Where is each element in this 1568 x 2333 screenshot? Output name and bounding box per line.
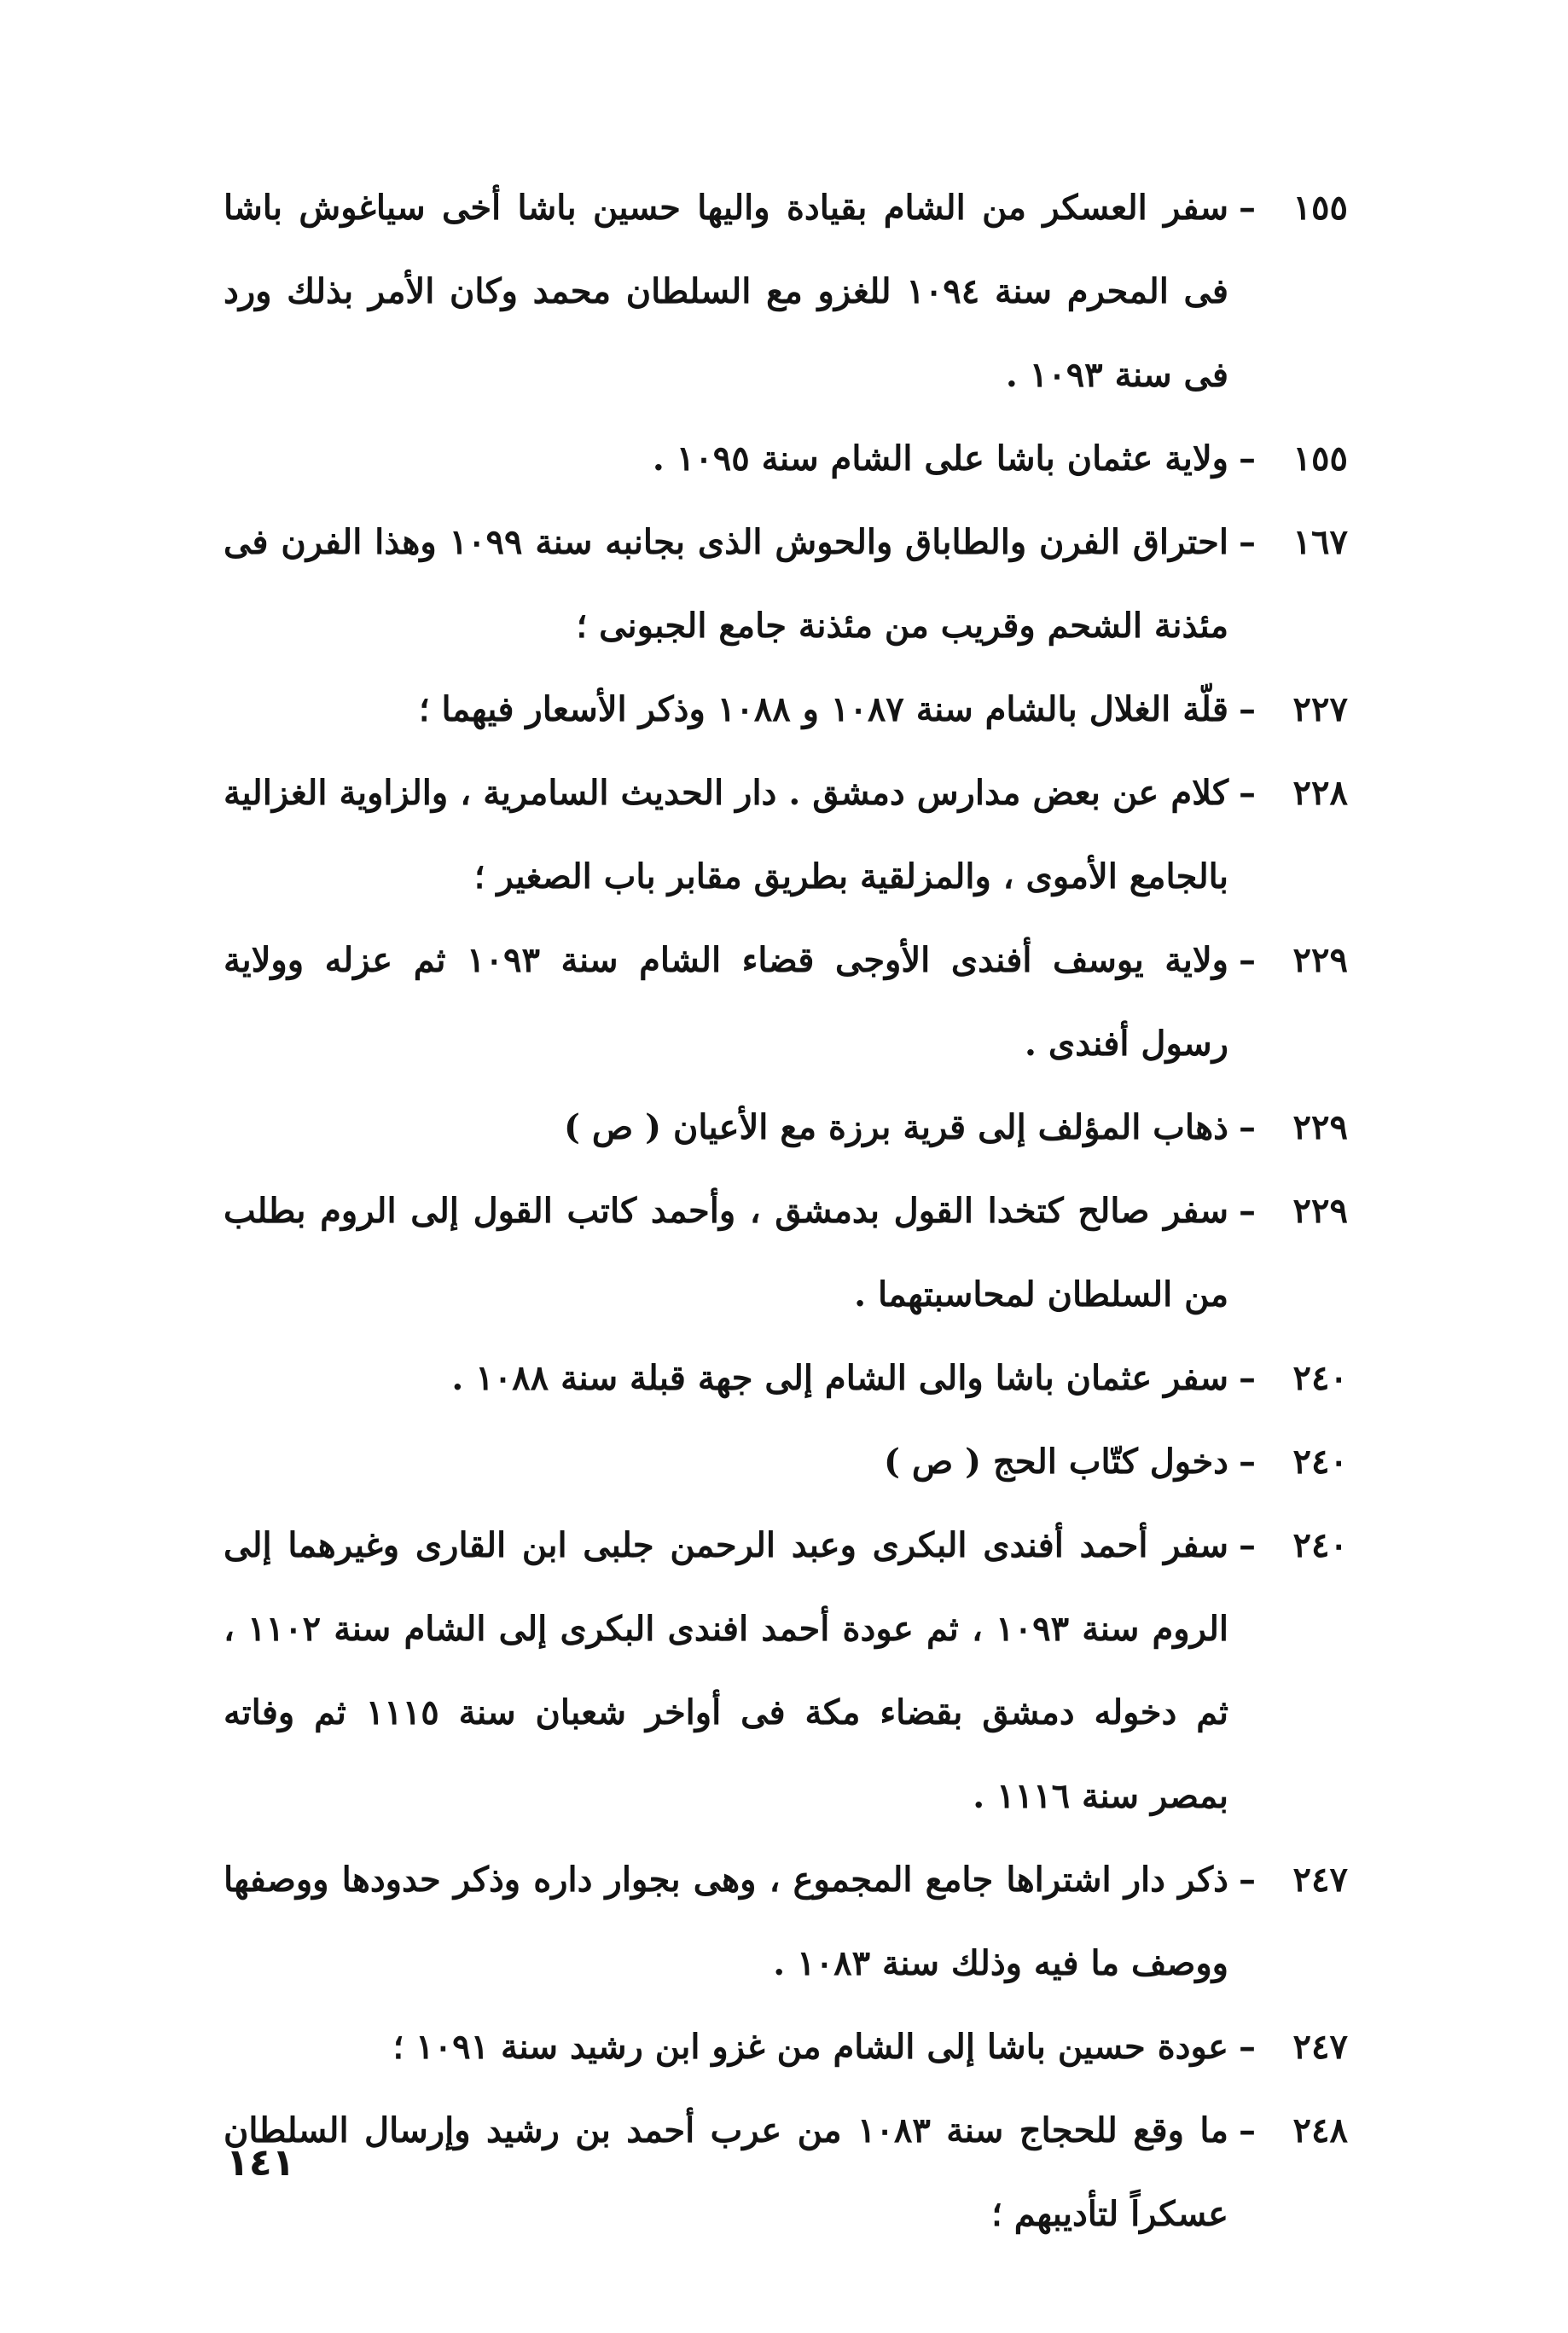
entry-text: ذكر دار اشتراها جامع المجموع ، وهى بجوار داره وذكر حدودها ووصفها ووصف ما فيه وذلك سنة ١٠٨٣ . bbox=[224, 1860, 1228, 1983]
entry-dash: – bbox=[1239, 1442, 1256, 1482]
entry-dash: – bbox=[1239, 689, 1256, 729]
entry-page-number: ٢٤٠ bbox=[1292, 1442, 1348, 1482]
entry-dash: – bbox=[1239, 1358, 1256, 1398]
index-entry bbox=[224, 501, 1348, 668]
entry-page-number: ٢٢٩ bbox=[1292, 940, 1348, 980]
index-entry bbox=[224, 1838, 1348, 2005]
entry-page-number: ١٥٥ bbox=[1292, 188, 1348, 228]
entry-text: كلام عن بعض مدارس دمشق . دار الحديث السامرية ، والزاوية الغزالية بالجامع الأموى ، والمزلقية بطريق مقابر باب الصغير ؛ bbox=[224, 773, 1228, 897]
entry-dash: – bbox=[1239, 940, 1256, 980]
page-number: ١٤١ bbox=[226, 2141, 295, 2185]
entry-page-number: ٢٤٧ bbox=[1292, 2027, 1348, 2067]
index-entry bbox=[224, 1504, 1348, 1838]
index-entry bbox=[224, 417, 1348, 501]
index-entry bbox=[224, 668, 1348, 752]
entry-dash: – bbox=[1239, 2110, 1256, 2150]
entry-dash: – bbox=[1239, 1191, 1256, 1231]
entry-page-number: ٢٤٨ bbox=[1292, 2110, 1348, 2150]
entry-text: عودة حسين باشا إلى الشام من غزو ابن رشيد سنة ١٠٩١ ؛ bbox=[392, 2027, 1228, 2067]
entry-dash: – bbox=[1239, 1107, 1256, 1147]
entry-dash: – bbox=[1239, 1860, 1256, 1900]
index-entries bbox=[224, 166, 1348, 2256]
entry-text: احتراق الفرن والطاباق والحوش الذى بجانبه سنة ١٠٩٩ وهذا الفرن فى مئذنة الشحم وقريب من مئذنة جامع الجبونى ؛ bbox=[224, 522, 1228, 646]
entry-text: سفر أحمد أفندى البكرى وعبد الرحمن جلبى ابن القارى وغيرهما إلى الروم سنة ١٠٩٣ ، ثم عودة أحمد افندى البكرى إلى الشام سنة ١١٠٢ ، ثم دخوله دمشق بقضاء مكة فى أواخر شعبان سنة ١١١٥ ثم وفاته بمصر سنة ١١١٦ . bbox=[224, 1525, 1228, 1816]
entry-text: ما وقع للحجاج سنة ١٠٨٣ من عرب أحمد بن رشيد وإرسال السلطان عسكراً لتأديبهم ؛ bbox=[224, 2110, 1228, 2234]
entry-text: سفر صالح كتخدا القول بدمشق ، وأحمد كاتب القول إلى الروم بطلب من السلطان لمحاسبتهما . bbox=[224, 1191, 1228, 1314]
entry-dash: – bbox=[1239, 438, 1256, 479]
entry-text: ولاية يوسف أفندى الأوجى قضاء الشام سنة ١٠٩٣ ثم عزله وولاية رسول أفندى . bbox=[224, 940, 1228, 1064]
entry-page-number: ٢٢٨ bbox=[1292, 773, 1348, 813]
entry-page-number: ٢٢٩ bbox=[1292, 1191, 1348, 1231]
entry-dash: – bbox=[1239, 188, 1256, 228]
entry-dash: – bbox=[1239, 773, 1256, 813]
entry-page-number: ١٥٥ bbox=[1292, 438, 1348, 479]
index-entry bbox=[224, 1086, 1348, 1169]
entry-page-number: ٢٤٧ bbox=[1292, 1860, 1348, 1900]
index-entry bbox=[224, 1337, 1348, 1420]
entry-page-number: ١٦٧ bbox=[1292, 522, 1348, 562]
entry-page-number: ٢٤٠ bbox=[1292, 1525, 1348, 1565]
index-entry bbox=[224, 2089, 1348, 2256]
entry-text: دخول كتّاب الحج ( ص ) bbox=[883, 1442, 1228, 1482]
entry-dash: – bbox=[1239, 1525, 1256, 1565]
entry-text: ذهاب المؤلف إلى قرية برزة مع الأعيان ( ص ) bbox=[563, 1107, 1228, 1147]
index-entry bbox=[224, 1420, 1348, 1504]
index-entry bbox=[224, 752, 1348, 919]
entry-page-number: ٢٢٧ bbox=[1292, 689, 1348, 729]
entry-text: سفر عثمان باشا والى الشام إلى جهة قبلة سنة ١٠٨٨ . bbox=[451, 1358, 1228, 1398]
entry-dash: – bbox=[1239, 2027, 1256, 2067]
entry-page-number: ٢٢٩ bbox=[1292, 1107, 1348, 1147]
index-entry bbox=[224, 919, 1348, 1086]
entry-text: ولاية عثمان باشا على الشام سنة ١٠٩٥ . bbox=[652, 438, 1228, 479]
entry-dash: – bbox=[1239, 522, 1256, 562]
index-entry bbox=[224, 1169, 1348, 1337]
entry-page-number: ٢٤٠ bbox=[1292, 1358, 1348, 1398]
entry-text: سفر العسكر من الشام بقيادة واليها حسين باشا أخى سياغوش باشا فى المحرم سنة ١٠٩٤ للغزو مع السلطان محمد وكان الأمر بذلك ورد فى سنة ١٠٩٣ . bbox=[224, 188, 1228, 395]
index-entry bbox=[224, 2005, 1348, 2089]
entry-text: قلّة الغلال بالشام سنة ١٠٨٧ و ١٠٨٨ وذكر الأسعار فيهما ؛ bbox=[418, 689, 1228, 729]
index-entry bbox=[224, 166, 1348, 417]
